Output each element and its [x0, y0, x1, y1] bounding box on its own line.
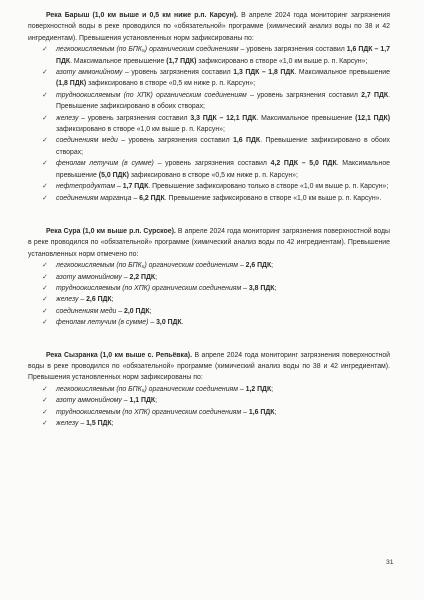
item-text: ; — [155, 273, 158, 281]
checkmark-icon: ✓ — [42, 408, 48, 416]
list-item — [28, 418, 390, 429]
item-text: . Максимальное превышение — [70, 57, 167, 65]
item-text: – уровень загрязнения составил — [122, 69, 234, 77]
item-text: . Превышение зафиксировано только в створе «1,0 км выше р. п. Карсун»; — [148, 183, 389, 191]
item-text: . Превышение зафиксировано в обоих створах; — [56, 137, 390, 156]
item-text: – уровень загрязнения составил — [117, 137, 234, 145]
list-item — [28, 113, 390, 136]
list-item — [28, 181, 390, 192]
substance-name: железу — [56, 296, 79, 304]
item-value: 2,6 ПДК — [86, 296, 112, 304]
substance-name: фенолам летучим (в сумме) — [56, 160, 154, 168]
item-text: ; — [271, 262, 274, 270]
checkmark-icon: ✓ — [42, 183, 48, 191]
item-text: – — [131, 194, 140, 202]
checkmark-icon: ✓ — [42, 262, 48, 270]
item-text: . Максимальное превышение — [256, 114, 356, 122]
item-text: ; — [271, 385, 274, 393]
item-text: – уровень загрязнения составил — [153, 160, 271, 168]
checkmark-icon: ✓ — [42, 46, 48, 54]
section-heading: Река Сура (1,0 км выше р.п. Сурское). — [46, 227, 176, 235]
item-text: – — [115, 183, 123, 191]
substance-name: соединениям марганца — [56, 194, 132, 202]
item-value: (5,0 ПДК) — [98, 171, 129, 179]
substance-name: азоту аммонийному — [56, 69, 123, 77]
list-item — [28, 294, 390, 305]
substance-name: трудноокисляемым (по ХПК) органическим соединениям — [56, 284, 242, 292]
checkmark-icon: ✓ — [42, 397, 48, 405]
item-value: 6,2 ПДК — [139, 194, 165, 202]
section-heading: Река Барыш (1,0 км выше и 0,5 км ниже р.п. Карсун). — [46, 12, 238, 19]
substance-name: азоту аммонийному — [56, 397, 122, 405]
substance-name: нефтепродуктам — [56, 183, 116, 191]
list-item — [28, 193, 390, 204]
item-value: (12,1 ПДК) — [355, 114, 390, 122]
item-text: . — [181, 319, 184, 327]
item-text: – — [78, 420, 87, 427]
item-text: ; — [111, 296, 114, 304]
item-value: (1,7 ПДК) — [166, 57, 197, 65]
section-paragraph — [28, 10, 390, 44]
section-paragraph — [28, 350, 390, 384]
item-text: – — [116, 307, 125, 315]
list-item — [28, 260, 390, 271]
section-paragraph — [28, 226, 390, 260]
item-value: 1,2 ПДК — [245, 385, 272, 393]
section-intro: В апреле 2024 года мониторинг загрязнения поверхностной воды в реке проводился по «обязательной» программе (химический анализ воды по 42 ингредиентам). Превышение установленных норм отмечено по: — [28, 227, 391, 258]
exceedance-list — [28, 384, 390, 430]
item-value: (1,8 ПДК) — [56, 80, 87, 88]
item-value: 2,0 ПДК — [124, 307, 150, 315]
item-text: зафиксировано в створе «0,5 км ниже р. п. Карсун»; — [86, 80, 256, 88]
substance-name: соединениям меди — [56, 137, 118, 145]
list-item — [28, 90, 390, 113]
item-text: – уровень загрязнения составил — [78, 114, 191, 122]
substance-name: легкоокисляемым (по БПК₅) органическим соединениям — [56, 385, 238, 393]
checkmark-icon: ✓ — [42, 284, 48, 292]
checkmark-icon: ✓ — [42, 273, 48, 281]
substance-name: фенолам летучим (в сумме) — [56, 319, 149, 327]
checkmark-icon: ✓ — [42, 137, 48, 145]
item-value: 2,7 ПДК — [361, 91, 389, 99]
list-item — [28, 135, 390, 158]
item-value: 1,1 ПДК — [129, 397, 156, 405]
item-text: – уровень загрязнения составил — [246, 91, 362, 99]
item-value: 2,2 ПДК — [129, 273, 156, 281]
exceedance-list — [28, 44, 390, 204]
checkmark-icon: ✓ — [42, 296, 48, 304]
item-value: 4,2 ПДК – 5,0 ПДК — [270, 160, 337, 168]
checkmark-icon: ✓ — [42, 307, 48, 315]
item-text: ; — [274, 408, 277, 416]
list-item — [28, 317, 390, 328]
exceedance-list — [28, 260, 390, 328]
substance-name: железу — [56, 420, 79, 427]
item-text: . Превышение зафиксировано в обоих створах; — [56, 91, 391, 111]
item-text: ; — [149, 307, 152, 315]
item-text: – — [237, 262, 246, 270]
item-value: 1,6 ПДК — [248, 408, 275, 416]
item-text: – — [237, 385, 246, 393]
item-text: . Превышение зафиксировано в створе «1,0 км выше р. п. Карсун». — [164, 194, 382, 202]
item-text: – — [241, 408, 249, 416]
item-value: 3,8 ПДК — [248, 284, 275, 292]
list-item — [28, 407, 390, 418]
checkmark-icon: ✓ — [42, 160, 48, 168]
item-text: ; — [155, 397, 158, 405]
substance-name: железу — [56, 114, 79, 122]
list-item — [28, 384, 390, 395]
substance-name: легкоокисляемым (по БПК₅) органическим соединениям — [56, 46, 239, 54]
checkmark-icon: ✓ — [42, 194, 48, 202]
substance-name: азоту аммонийному — [56, 273, 122, 281]
item-text: – — [241, 284, 249, 292]
item-text: . Максимальное превышение — [56, 160, 390, 179]
item-text: – уровень загрязнения составил — [238, 46, 347, 54]
item-value: 1,6 ПДК — [233, 137, 261, 145]
item-value: 3,3 ПДК – 12,1 ПДК — [190, 114, 257, 122]
list-item — [28, 44, 390, 67]
item-value: 3,0 ПДК — [156, 319, 182, 327]
item-text: ; — [111, 420, 114, 427]
checkmark-icon: ✓ — [42, 385, 48, 393]
item-value: 1,6 ПДК – 1,7 ПДК — [56, 46, 390, 65]
list-item — [28, 158, 390, 181]
item-text: – — [121, 273, 130, 281]
substance-name: трудноокисляемым (по ХПК) органическим соединениям — [56, 408, 242, 416]
checkmark-icon: ✓ — [42, 420, 48, 427]
checkmark-icon: ✓ — [42, 91, 48, 99]
item-text: – — [121, 397, 130, 405]
list-item — [28, 272, 390, 283]
page-number: 31 — [386, 559, 394, 566]
document-page — [28, 10, 390, 429]
list-item — [28, 67, 390, 90]
checkmark-icon: ✓ — [42, 319, 48, 327]
item-value: 1,7 ПДК — [122, 183, 149, 191]
item-text: ; — [274, 284, 277, 292]
item-value: 2,6 ПДК — [245, 262, 272, 270]
item-text: зафиксировано в створе «1,0 км выше р. п. Карсун»; — [196, 57, 368, 65]
checkmark-icon: ✓ — [42, 69, 48, 77]
section-intro: В апреле 2024 года мониторинг загрязнения поверхностной воды в реке проводился по «обязательной» программе (химический анализ воды по 38 и 42 ингредиентам). Превышения установленных норм зафиксированы по: — [28, 12, 391, 42]
list-item — [28, 395, 390, 406]
item-text: зафиксировано в створе «0,5 км ниже р. п. Карсун»; — [128, 171, 298, 179]
item-text: зафиксировано в створе «1,0 км выше р. п. Карсун»; — [56, 126, 225, 134]
substance-name: легкоокисляемым (по БПК₅) органическим соединениям — [56, 262, 238, 270]
section-heading: Река Сызранка (1,0 км выше с. Репьёвка). — [46, 351, 193, 359]
list-item — [28, 283, 390, 294]
item-text: – — [78, 296, 87, 304]
section-intro: В апреле 2024 года мониторинг загрязнения поверхностной воды в реке проводился по «обязательной» программе (химический анализ воды по 38 и 42 ингредиентам). Превышения установленных норм зафиксированы по: — [28, 351, 390, 382]
substance-name: трудноокисляемым (по ХПК) органическим соединениям — [56, 91, 247, 99]
item-value: 1,5 ПДК — [86, 420, 112, 427]
item-text: – — [148, 319, 157, 327]
item-value: 1,3 ПДК – 1,8 ПДК — [233, 69, 295, 77]
checkmark-icon: ✓ — [42, 114, 48, 122]
substance-name: соединениям меди — [56, 307, 117, 315]
list-item — [28, 306, 390, 317]
item-text: . Максимальное превышение — [294, 69, 390, 77]
